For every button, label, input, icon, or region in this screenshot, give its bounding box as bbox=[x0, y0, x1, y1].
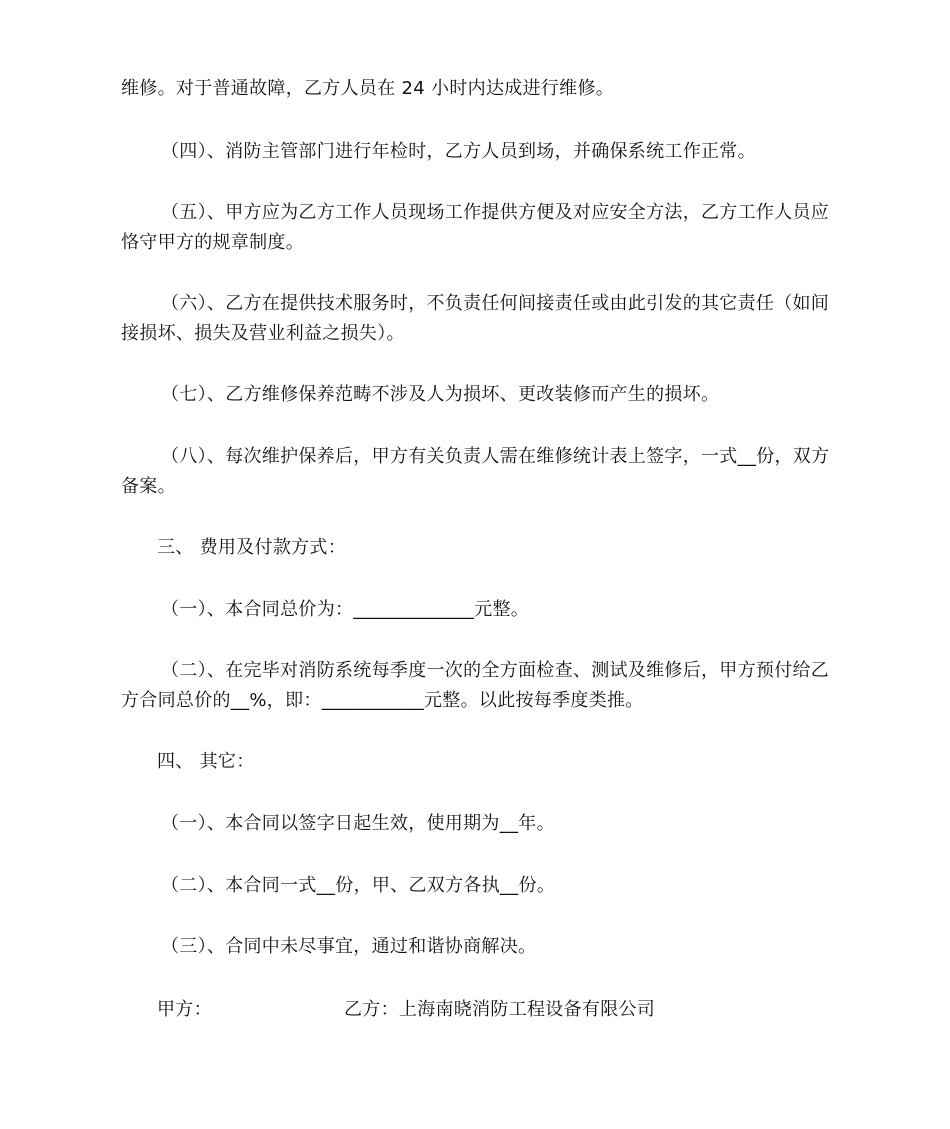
paragraph-line: 维修。对于普通故障，乙方人员在 24 小时内达成进行维修。 bbox=[121, 78, 615, 99]
other-clause-3: （三）、合同中未尽事宜，通过和谐协商解决。 bbox=[161, 936, 537, 957]
fee-clause-1: （一）、本合同总价为：_____________元整。 bbox=[161, 599, 530, 620]
fee-clause-2-continued: 方合同总价的__%，即：___________元整。以此按每季度类推。 bbox=[121, 690, 644, 711]
clause-7: （七）、乙方维修保养范畴不涉及人为损坏、更改装修而产生的损坏。 bbox=[161, 384, 720, 405]
party-a-label: 甲方： bbox=[157, 999, 212, 1020]
party-b-label: 乙方：上海南晓消防工程设备有限公司 bbox=[344, 999, 656, 1020]
other-clause-1: （一）、本合同以签字日起生效，使用期为__年。 bbox=[161, 813, 555, 834]
clause-5: （五）、甲方应为乙方工作人员现场工作提供方便及对应安全方法，乙方工作人员应 bbox=[161, 202, 830, 223]
section-3-heading: 三、 费用及付款方式： bbox=[157, 537, 347, 558]
other-clause-2: （二）、本合同一式__份，甲、乙双方各执__份。 bbox=[161, 875, 556, 896]
clause-8-continued: 备案。 bbox=[121, 476, 176, 497]
section-4-heading: 四、 其它： bbox=[157, 751, 255, 772]
clause-5-continued: 恪守甲方的规章制度。 bbox=[121, 232, 304, 253]
fee-clause-2: （二）、在完毕对消防系统每季度一次的全方面检查、测试及维修后，甲方预付给乙 bbox=[161, 660, 830, 681]
clause-8: （八）、每次维护保养后，甲方有关负责人需在维修统计表上签字，一式__份，双方 bbox=[161, 446, 830, 467]
clause-6: （六）、乙方在提供技术服务时，不负责任何间接责任或由此引发的其它责任（如间 bbox=[161, 293, 830, 314]
clause-6-continued: 接损坏、损失及营业利益之损失）。 bbox=[121, 323, 405, 344]
clause-4: （四）、消防主管部门进行年检时，乙方人员到场，并确保系统工作正常。 bbox=[161, 141, 756, 162]
